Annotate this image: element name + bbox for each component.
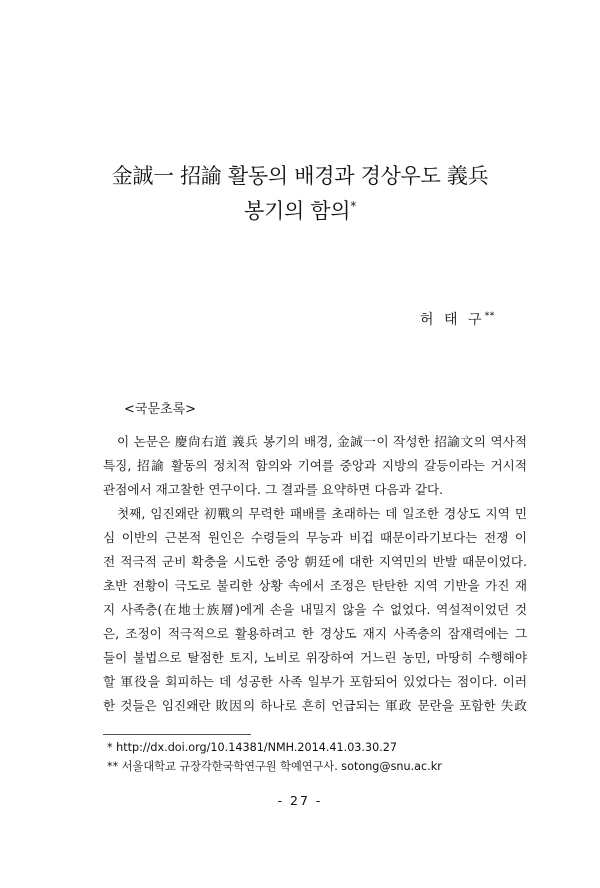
page-number: - 27 - [277, 793, 323, 808]
author-name: 허 태 구 [420, 312, 485, 328]
body-line: 초반 전황이 극도로 불리한 상황 속에서 조정은 탄탄한 지역 기반을 가진 재 [103, 578, 527, 593]
body-line: 한 것들은 임진왜란 敗因의 하나로 흔히 언급되는 軍政 문란을 포함한 失政 [103, 698, 527, 713]
author [420, 309, 494, 329]
paper-title-text-2: 봉기의 함의 [243, 199, 351, 223]
body-line: 전 적극적 군비 확충을 시도한 중앙 朝廷에 대한 지역민의 반발 때문이었다. [103, 554, 527, 569]
body-line: 심 이반의 근본적 원인은 수령들의 무능과 비겁 때문이라기보다는 전쟁 이 [103, 530, 527, 545]
footnote-divider [103, 734, 251, 735]
footnote-author-affiliation: ** 서울대학교 규장각한국학연구원 학예연구사. sotong@snu.ac.kr [107, 760, 442, 773]
body-line: 할 軍役을 회피하는 데 성공한 사족 일부가 포함되어 있었다는 점이다. 이러 [103, 674, 527, 689]
title-footnote-marker: * [350, 199, 356, 213]
footnote-doi: * http://dx.doi.org/10.14381/NMH.2014.41.03.30.27 [107, 741, 398, 754]
body-line: 은, 조정이 적극적으로 활용하려고 한 경상도 재지 사족층의 잠재력에는 그 [103, 626, 527, 641]
body-line: 이 논문은 慶尙右道 義兵 봉기의 배경, 金誠一이 작성한 招諭文의 역사적 [117, 434, 527, 449]
body-line: 특징, 招諭 활동의 정치적 함의와 기여를 중앙과 지방의 갈등이라는 거시적 [103, 458, 527, 473]
paper-title-line-1 [0, 160, 600, 192]
paper-title-line-2 [0, 195, 600, 227]
body-line: 들이 불법으로 탈점한 토지, 노비로 위장하여 거느린 농민, 마땅히 수행해야 [103, 650, 527, 665]
body-line: 첫째, 임진왜란 初戰의 무력한 패배를 초래하는 데 일조한 경상도 지역 민 [117, 506, 527, 521]
author-footnote-marker: ** [484, 310, 495, 322]
abstract-heading: <국문초록> [124, 402, 197, 417]
body-line: 관점에서 재고찰한 연구이다. 그 결과를 요약하면 다음과 같다. [103, 482, 444, 497]
body-line: 지 사족층(在地士族層)에게 손을 내밀지 않을 수 없었다. 역설적이었던 것 [103, 602, 527, 617]
paper-title-text-1: 金誠一 招諭 활동의 배경과 경상우도 義兵 [111, 164, 489, 188]
